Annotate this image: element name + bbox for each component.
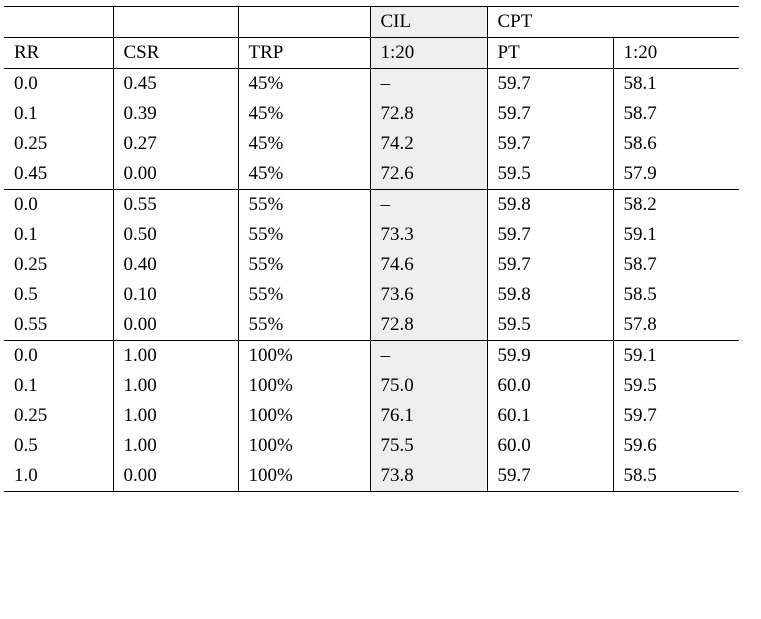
cell-cil-120: 73.3 [370,220,487,250]
cell-cpt-120: 59.5 [613,371,739,401]
cell-csr: 0.00 [113,310,238,341]
cell-rr: 0.25 [14,254,48,275]
cell-rr: 1.0 [4,461,113,492]
cell-trp: 100% [238,431,370,461]
cell-cpt-120: 58.1 [613,69,739,100]
cell-cpt-pt: 59.7 [487,250,613,280]
table-row [4,220,739,250]
group-header-row [4,7,739,38]
cell-csr: 1.00 [113,401,238,431]
table-body-group-55 [4,190,739,341]
cell-trp: 55% [238,220,370,250]
cell-cpt-pt: 59.7 [487,220,613,250]
cell-cpt-pt: 59.5 [487,159,613,190]
column-header-csr: CSR [113,38,238,69]
table-body-group-100 [4,341,739,492]
results-table [4,6,739,492]
cell-cpt-pt: 59.9 [487,341,613,372]
cell-trp: 100% [238,341,370,372]
cell-csr: 1.00 [113,371,238,401]
cell-trp: 55% [238,310,370,341]
table-row [4,461,739,492]
cell-rr: 0.25 [14,405,48,426]
table-head [4,7,739,69]
table-row [4,401,739,431]
cell-cil-120: 72.8 [370,310,487,341]
table-row [4,310,739,341]
column-header-cpt-120: 1:20 [613,38,739,69]
cell-cpt-120: 58.7 [613,250,739,280]
cell-cil-120: – [370,69,487,100]
cell-cil-120: – [370,190,487,221]
cell-trp: 45% [238,69,370,100]
cell-cil-120: 74.2 [370,129,487,159]
cell-cil-120: – [370,341,487,372]
cell-trp: 100% [238,371,370,401]
cell-csr: 1.00 [113,341,238,372]
column-header-rr: RR [4,38,113,69]
table-row [4,159,739,190]
cell-cpt-120: 59.7 [613,401,739,431]
table-row [4,129,739,159]
cell-cpt-pt: 59.8 [487,190,613,221]
cell-cpt-pt: 60.0 [487,431,613,461]
cell-cpt-120: 59.6 [613,431,739,461]
cell-cil-120: 75.5 [370,431,487,461]
cell-rr: 0.0 [4,341,113,372]
cell-cil-120: 75.0 [370,371,487,401]
cell-csr: 0.10 [113,280,238,310]
group-header-blank-3 [238,7,370,38]
table-row [4,190,739,221]
cell-trp: 55% [238,250,370,280]
table-row [4,99,739,129]
cell-rr: 0.1 [14,375,38,396]
cell-rr: 0.5 [14,284,38,305]
column-header-trp: TRP [238,38,370,69]
cell-cpt-120: 58.6 [613,129,739,159]
cell-csr: 0.39 [113,99,238,129]
group-header-blank-1 [4,7,113,38]
cell-rr: 0.25 [14,133,48,154]
cell-rr: 0.0 [4,190,113,221]
cell-cpt-pt: 60.1 [487,401,613,431]
cell-cpt-pt: 59.7 [487,69,613,100]
cell-cpt-pt: 59.5 [487,310,613,341]
column-header-row [4,38,739,69]
group-header-blank-2 [113,7,238,38]
group-header-cpt: CPT [487,7,739,38]
cell-rr: 0.1 [14,224,38,245]
table-row [4,250,739,280]
cell-rr: 0.1 [14,103,38,124]
table-row [4,431,739,461]
cell-cpt-pt: 59.7 [487,461,613,492]
cell-csr: 0.55 [113,190,238,221]
cell-cpt-pt: 60.0 [487,371,613,401]
cell-cil-120: 72.8 [370,99,487,129]
cell-csr: 0.45 [113,69,238,100]
cell-cil-120: 73.6 [370,280,487,310]
cell-trp: 45% [238,159,370,190]
cell-csr: 0.00 [113,159,238,190]
cell-trp: 45% [238,99,370,129]
cell-cil-120: 76.1 [370,401,487,431]
cell-cpt-120: 58.2 [613,190,739,221]
cell-rr: 0.45 [14,163,48,184]
table-body-group-45 [4,69,739,190]
cell-cil-120: 74.6 [370,250,487,280]
cell-rr: 0.55 [14,314,48,335]
cell-trp: 55% [238,190,370,221]
cell-csr: 0.00 [113,461,238,492]
cell-csr: 0.27 [113,129,238,159]
table-row [4,341,739,372]
table-row [4,280,739,310]
cell-csr: 1.00 [113,431,238,461]
cell-cpt-120: 58.5 [613,461,739,492]
cell-csr: 0.40 [113,250,238,280]
cell-trp: 100% [238,401,370,431]
cell-cpt-120: 57.8 [613,310,739,341]
table-row [4,69,739,100]
cell-cpt-pt: 59.7 [487,129,613,159]
cell-trp: 100% [238,461,370,492]
cell-cpt-120: 58.7 [613,99,739,129]
cell-cil-120: 72.6 [370,159,487,190]
cell-cpt-120: 57.9 [613,159,739,190]
cell-cpt-120: 59.1 [613,220,739,250]
column-header-cpt-pt: PT [487,38,613,69]
cell-cpt-pt: 59.8 [487,280,613,310]
cell-rr: 0.0 [14,73,38,94]
group-header-cil: CIL [370,7,487,38]
cell-cil-120: 73.8 [370,461,487,492]
cell-cpt-pt: 59.7 [487,99,613,129]
cell-rr: 0.5 [14,435,38,456]
cell-trp: 55% [238,280,370,310]
cell-csr: 0.50 [113,220,238,250]
cell-cpt-120: 58.5 [613,280,739,310]
column-header-cil-120: 1:20 [370,38,487,69]
cell-trp: 45% [238,129,370,159]
table-row [4,371,739,401]
cell-cpt-120: 59.1 [613,341,739,372]
